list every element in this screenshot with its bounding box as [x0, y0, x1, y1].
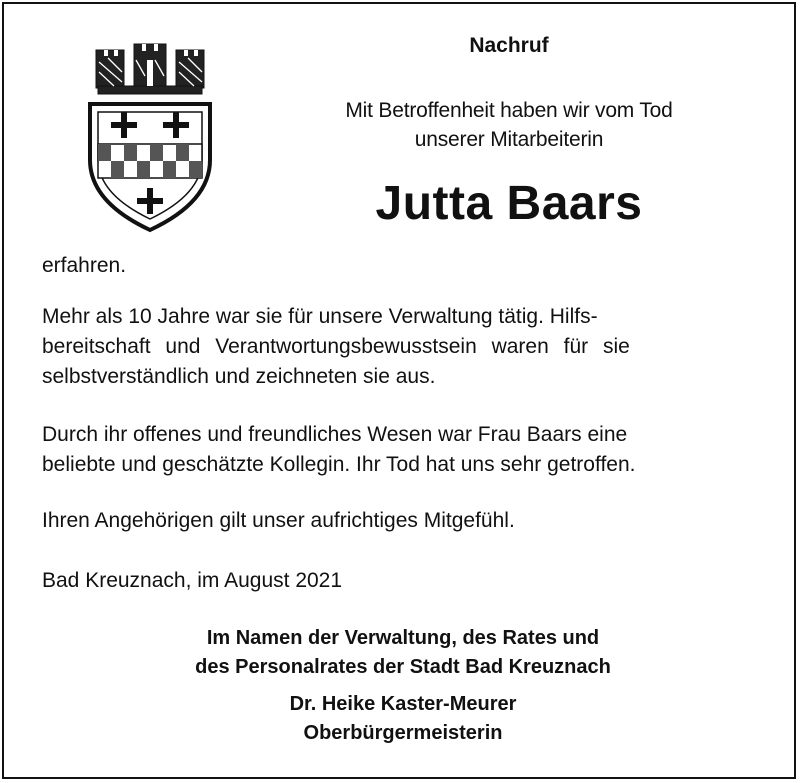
intro-text [254, 96, 764, 154]
learned-text: erfahren. [42, 254, 127, 277]
paragraph-line: selbstverständlich und zeichneten sie aus. [42, 365, 436, 388]
paragraph-line: beliebte und geschätzte Kollegin. Ihr Tod hat uns sehr getroffen. [42, 453, 636, 476]
checkered-band [98, 144, 202, 178]
paragraph-condolence: Ihren Angehörigen gilt unser aufrichtiges Mitgefühl. [42, 509, 515, 532]
signature-block [42, 690, 764, 748]
paragraph-character [42, 420, 764, 480]
intro-line: unserer Mitarbeiterin [414, 128, 604, 151]
paragraph-line: Durch ihr offenes und freundliches Wesen war Frau Baars eine [42, 423, 628, 446]
paragraph-line: bereitschaft und Verantwortungsbewusstsein waren für sie [42, 335, 630, 358]
on-behalf-line: des Personalrates der Stadt Bad Kreuznach [195, 656, 611, 678]
paragraph-service [42, 302, 764, 392]
signatory-name: Dr. Heike Kaster-Meurer [289, 693, 517, 715]
paragraph-line: Mehr als 10 Jahre war sie für unsere Verwaltung tätig. Hilfs- [42, 305, 598, 328]
on-behalf-block [42, 624, 764, 682]
on-behalf-line: Im Namen der Verwaltung, des Rates und [206, 627, 600, 649]
deceased-name: Jutta Baars [375, 177, 643, 230]
obituary-notice [2, 2, 796, 779]
coat-of-arms-icon [84, 42, 216, 234]
intro-line: Mit Betroffenheit haben wir vom Tod [345, 99, 673, 122]
notice-title: Nachruf [469, 34, 549, 57]
signatory-title: Oberbürgermeisterin [303, 722, 503, 744]
place-date: Bad Kreuznach, im August 2021 [42, 569, 343, 592]
